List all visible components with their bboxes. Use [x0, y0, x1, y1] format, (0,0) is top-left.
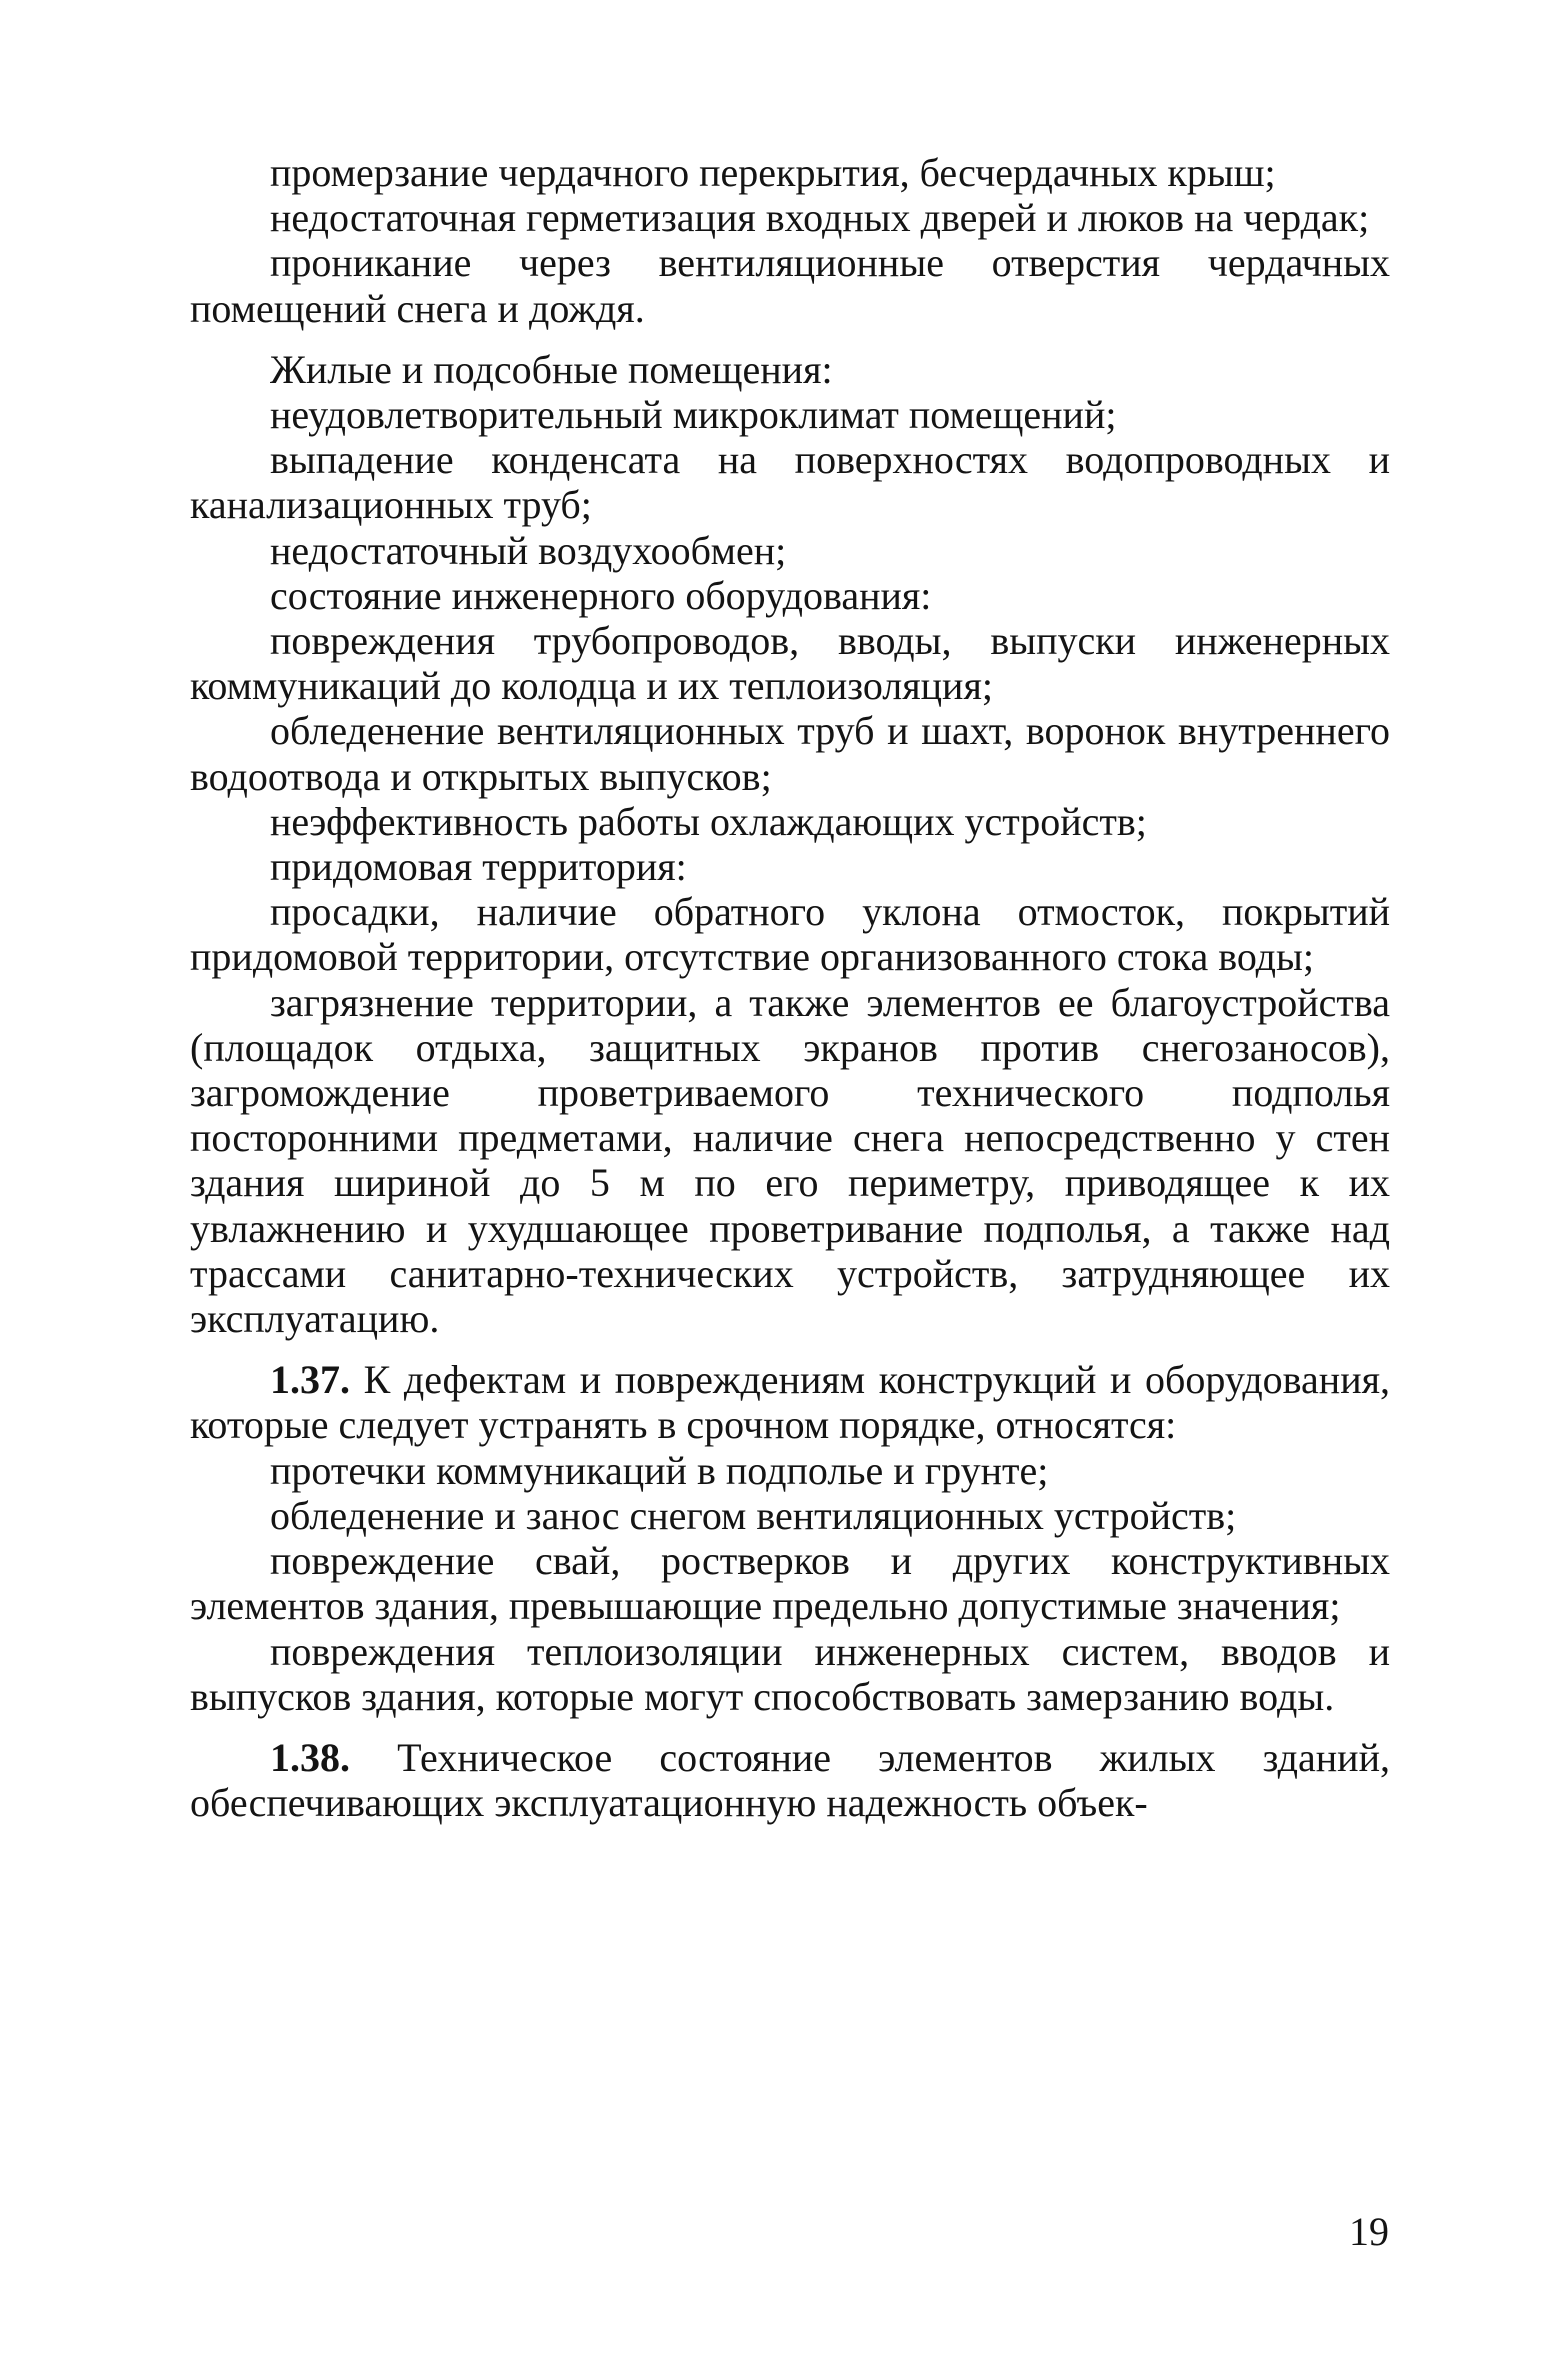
section-heading-adjacent-territory: придомовая территория:	[270, 844, 687, 890]
paragraph: промерзание чердачного перекрытия, бесчердачных крыш;	[270, 150, 1276, 195]
paragraph: повреждения теплоизоляции инженерных систем, вводов и выпусков здания, которые могут способствовать замерзанию воды.	[190, 1628, 1390, 1719]
paragraph: загрязнение территории, а также элементов ее благоустройства (площадок отдыха, защитных экранов против снегозаносов), загромождение проветриваемого технического подполья посторонними предметами, наличие снега непосредственно у стен здания шириной до 5 м по его периметру, приводящее к их увлажнению и ухудшающее проветривание подполья, а также над трассами санитарно-технических устройств, затрудняющее их эксплуатацию.	[190, 979, 1390, 1342]
clause-1-38	[190, 1735, 1390, 1825]
clause-text: Техническое состояние элементов жилых зданий, обеспечивающих эксплуатационную надежность объек-	[190, 1734, 1390, 1826]
clause-number: 1.38.	[270, 1734, 350, 1780]
paragraph: повреждения трубопроводов, вводы, выпуски инженерных коммуникаций до колодца и их теплоизоляция;	[190, 618, 1390, 709]
section-heading-engineering-equipment: состояние инженерного оборудования:	[270, 572, 932, 618]
page-number: 19	[1349, 2209, 1389, 2254]
clause-1-37	[190, 1357, 1390, 1447]
paragraph: неэффективность работы охлаждающих устройств;	[270, 798, 1147, 844]
section-heading-living-rooms: Жилые и подсобные помещения:	[270, 346, 833, 392]
paragraph: выпадение конденсата на поверхностях водопроводных и канализационных труб;	[190, 437, 1390, 528]
paragraph: недостаточный воздухообмен;	[270, 527, 787, 573]
paragraph: проникание через вентиляционные отверстия чердачных помещений снега и дождя.	[190, 240, 1390, 331]
paragraph: неудовлетворительный микроклимат помещений;	[270, 392, 1117, 438]
paragraph: повреждение свай, ростверков и других конструктивных элементов здания, превышающие предельно допустимые значения;	[190, 1538, 1390, 1629]
paragraph: недостаточная герметизация входных дверей и люков на чердак;	[270, 195, 1370, 241]
paragraph: просадки, наличие обратного уклона отмосток, покрытий придомовой территории, отсутствие организованного стока воды;	[190, 889, 1390, 980]
clause-text: К дефектам и повреждениям конструкций и оборудования, которые следует устранять в срочном порядке, относятся:	[190, 1357, 1390, 1448]
paragraph: протечки коммуникаций в подполье и грунте;	[270, 1447, 1049, 1493]
paragraph: обледенение и занос снегом вентиляционных устройств;	[270, 1492, 1237, 1538]
clause-number: 1.37.	[270, 1357, 350, 1403]
document-body	[190, 150, 1390, 1825]
paragraph: обледенение вентиляционных труб и шахт, воронок внутреннего водоотвода и открытых выпусков;	[190, 708, 1390, 799]
